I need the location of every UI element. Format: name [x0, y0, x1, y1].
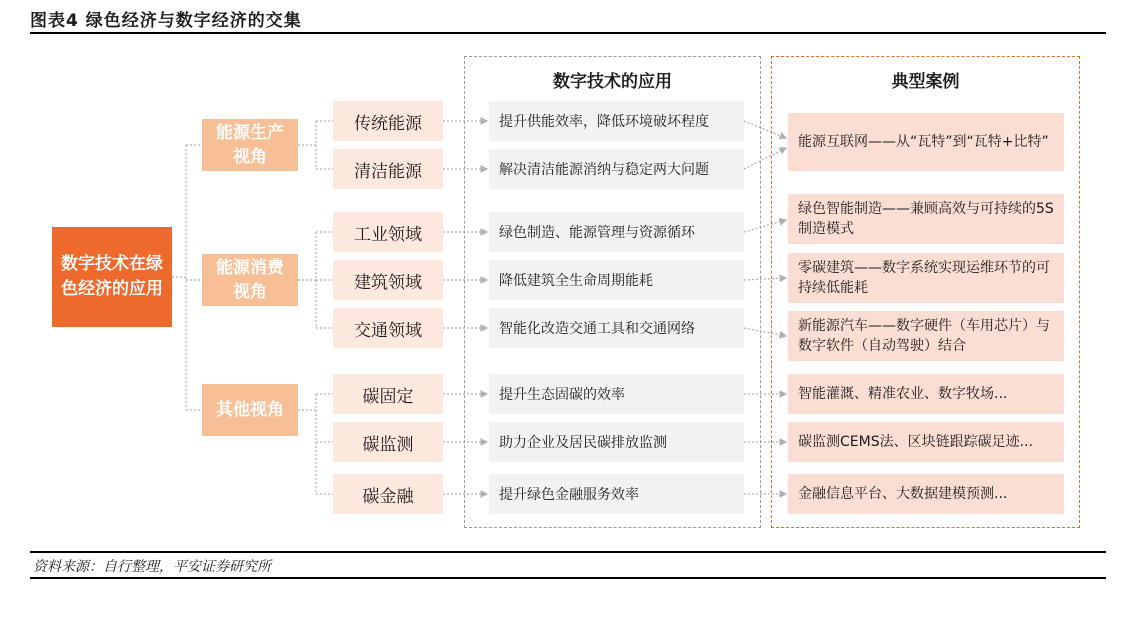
case-item: 新能源汽车——数字硬件（车用芯片）与数字软件（自动驾驶）结合 [788, 311, 1064, 361]
application-item: 提升生态固碳的效率 [489, 374, 744, 414]
subcategory-carbon-finance: 碳金融 [333, 474, 443, 514]
subcategory-carbon-fixation: 碳固定 [333, 374, 443, 414]
subcategory-building: 建筑领域 [333, 260, 443, 300]
case-item: 能源互联网——从“瓦特”到“瓦特+比特” [788, 113, 1064, 171]
subcategory-traditional-energy: 传统能源 [333, 101, 443, 141]
application-item: 绿色制造、能源管理与资源循环 [489, 212, 744, 252]
case-item: 金融信息平台、大数据建模预测... [788, 474, 1064, 514]
applications-header: 数字技术的应用 [553, 72, 672, 92]
bottom-rule [30, 551, 1106, 553]
cases-header: 典型案例 [891, 72, 960, 92]
case-item: 绿色智能制造——兼顾高效与可持续的5S制造模式 [788, 194, 1064, 244]
application-item: 智能化改造交通工具和交通网络 [489, 308, 744, 348]
application-item: 助力企业及居民碳排放监测 [489, 422, 744, 462]
subcategory-industry: 工业领域 [333, 212, 443, 252]
subcategory-transport: 交通领域 [333, 308, 443, 348]
center-node: 数字技术在绿色经济的应用 [52, 227, 172, 327]
application-item: 提升绿色金融服务效率 [489, 474, 744, 514]
case-item: 智能灌溉、精准农业、数字牧场... [788, 374, 1064, 414]
case-item: 碳监测CEMS法、区块链跟踪碳足迹... [788, 422, 1064, 462]
application-item: 解决清洁能源消纳与稳定两大问题 [489, 149, 744, 189]
application-item: 提升供能效率，降低环境破坏程度 [489, 101, 744, 141]
category-other: 其他视角 [202, 384, 298, 436]
case-item: 零碳建筑——数字系统实现运维环节的可持续低能耗 [788, 253, 1064, 303]
subcategory-carbon-monitoring: 碳监测 [333, 422, 443, 462]
source-note: 资料来源：自行整理，平安证券研究所 [33, 559, 271, 575]
category-energy-production: 能源生产视角 [202, 119, 298, 171]
application-item: 降低建筑全生命周期能耗 [489, 260, 744, 300]
figure-title: 图表4 绿色经济与数字经济的交集 [30, 11, 302, 31]
subcategory-clean-energy: 清洁能源 [333, 149, 443, 189]
bottom-rule [30, 577, 1106, 579]
category-energy-consumption: 能源消费视角 [202, 254, 298, 306]
